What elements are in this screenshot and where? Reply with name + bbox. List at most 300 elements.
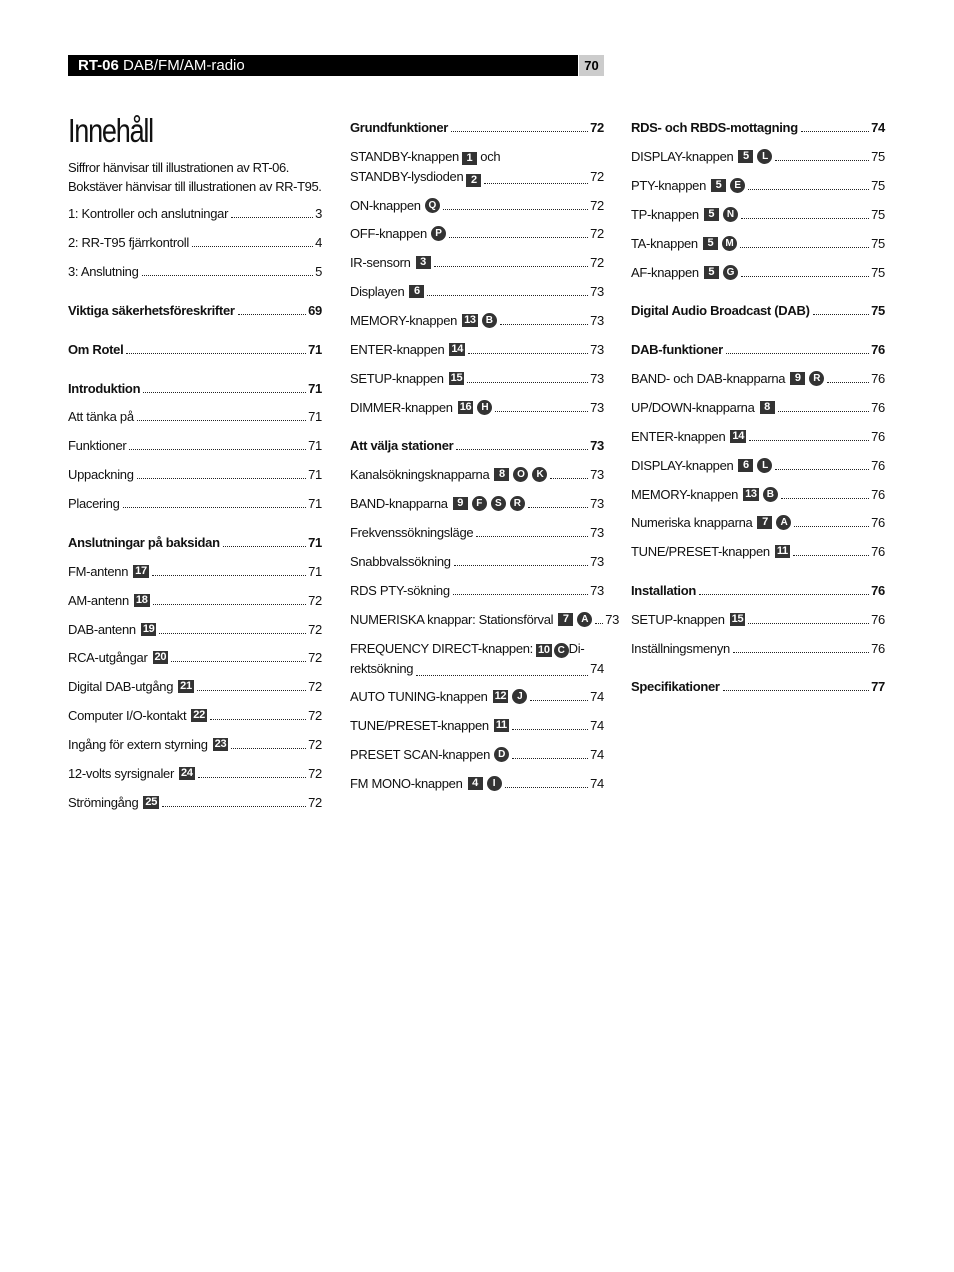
toc-entry[interactable] [350, 718, 604, 733]
letter-ref-icon: M [722, 236, 737, 251]
toc-entry[interactable] [350, 639, 604, 679]
toc-entry-label [631, 515, 791, 530]
leader-dots [793, 555, 869, 556]
toc-page-number: 69 [308, 303, 322, 318]
toc-entry[interactable] [631, 515, 885, 530]
toc-entry-label [631, 641, 730, 656]
toc-entry-text: ON-knappen [350, 198, 421, 213]
leader-dots [741, 218, 869, 219]
number-ref-icon: 10 [538, 644, 550, 656]
toc-entry-text: 12-volts syrsignaler [68, 766, 174, 781]
leader-dots [427, 295, 588, 296]
toc-entry-text: Digital Audio Broadcast (DAB) [631, 303, 810, 318]
toc-entry-line [350, 167, 604, 187]
toc-entry-text: Snabbvalssökning [350, 554, 451, 569]
toc-entry[interactable] [68, 467, 322, 482]
toc-entry-text: IR-sensorn [350, 255, 411, 270]
letter-ref-icon: K [532, 467, 547, 482]
toc-entry-text: NUMERISKA knappar: Stationsförval [350, 612, 554, 627]
toc-entry-text: BAND- och DAB-knapparna [631, 371, 786, 386]
toc-entry[interactable] [68, 303, 322, 318]
toc-entry-label [68, 409, 134, 424]
toc-page-number: 4 [315, 235, 322, 250]
toc-entry-label [68, 622, 156, 637]
leader-dots [530, 700, 588, 701]
toc-entry-text: 3: Anslutning [68, 264, 139, 279]
toc-entry[interactable] [350, 438, 604, 453]
toc-page-number: 76 [871, 544, 885, 559]
leader-dots [827, 382, 869, 383]
toc-entry-text: rektsökning [350, 661, 414, 676]
leader-dots [500, 324, 588, 325]
toc-entry-label [631, 371, 824, 386]
letter-ref-icon: B [763, 487, 778, 502]
number-ref-icon: 7 [558, 613, 573, 626]
letter-ref-icon: D [494, 747, 509, 762]
toc-page-number: 73 [605, 612, 620, 627]
toc-entry-text: TUNE/PRESET-knappen [350, 718, 489, 733]
toc-entry[interactable] [631, 371, 885, 386]
toc-entry-line [350, 639, 604, 659]
toc-page-number: 76 [871, 400, 885, 415]
toc-entry-text: BAND-knapparna [350, 496, 448, 511]
letter-ref-icon: N [723, 207, 738, 222]
number-ref-icon: 5 [738, 150, 753, 163]
leader-dots [449, 237, 588, 238]
toc-page-number: 76 [871, 458, 885, 473]
leader-dots [794, 526, 869, 527]
number-ref-icon: 5 [711, 179, 726, 192]
leader-dots [159, 633, 306, 634]
leader-dots [231, 748, 306, 749]
toc-entry[interactable] [68, 264, 322, 279]
toc-entry[interactable] [68, 766, 322, 781]
toc-entry[interactable] [68, 622, 322, 637]
toc-entry-label [350, 467, 547, 482]
toc-entry-text: AM-antenn [68, 593, 129, 608]
toc-entry-label [350, 120, 448, 135]
letter-ref-icon: F [472, 496, 487, 511]
toc-page-number: 72 [308, 650, 322, 665]
toc-entry-label [350, 400, 492, 415]
toc-page-number: 72 [308, 766, 322, 781]
toc-page-number: 75 [871, 207, 885, 222]
toc-entry-text: Di- [568, 641, 585, 656]
page-title: Innehåll [68, 112, 153, 149]
letter-ref-icon: G [723, 265, 738, 280]
toc-page-number: 71 [308, 535, 322, 550]
toc-page-number: 74 [590, 661, 604, 676]
toc-entry-label [68, 467, 134, 482]
toc-page-number: 73 [590, 554, 604, 569]
toc-page-number: 71 [308, 496, 322, 511]
toc-entry-label [631, 458, 772, 473]
toc-entry-label [631, 612, 745, 627]
toc-entry-text: ENTER-knappen [631, 429, 726, 444]
toc-entry[interactable] [631, 265, 885, 280]
toc-entry-label [350, 198, 440, 213]
leader-dots [723, 690, 869, 691]
leader-dots [495, 411, 588, 412]
toc-entry-text: STANDBY-knappen [350, 149, 459, 164]
toc-entry[interactable] [68, 409, 322, 424]
number-ref-icon: 4 [468, 777, 483, 790]
leader-dots [733, 652, 869, 653]
toc-entry-text: FM MONO-knappen [350, 776, 463, 791]
toc-entry[interactable] [631, 236, 885, 251]
toc-entry[interactable] [350, 612, 620, 627]
toc-entry[interactable] [350, 496, 604, 511]
toc-entry-text: och [476, 149, 501, 164]
toc-page-number: 74 [590, 689, 604, 704]
toc-entry[interactable] [631, 458, 885, 473]
number-ref-icon: 24 [181, 767, 193, 779]
toc-entry[interactable] [350, 198, 604, 213]
toc-entry-label [631, 207, 738, 222]
number-ref-icon: 2 [466, 174, 481, 187]
leader-dots [198, 777, 306, 778]
toc-page-number: 73 [590, 438, 604, 453]
toc-page-number: 76 [871, 641, 885, 656]
toc-entry[interactable] [350, 255, 604, 270]
leader-dots [153, 604, 307, 605]
toc-entry-text: DISPLAY-knappen [631, 149, 734, 164]
leader-dots [231, 217, 313, 218]
toc-page-number: 72 [308, 622, 322, 637]
toc-page-number: 5 [315, 264, 322, 279]
toc-entry[interactable] [350, 467, 604, 482]
toc-entry[interactable] [68, 235, 322, 250]
toc-entry-text: Displayen [350, 284, 405, 299]
leader-dots [456, 449, 588, 450]
toc-entry-text: FREQUENCY DIRECT-knappen: [350, 641, 533, 656]
toc-entry[interactable] [68, 438, 322, 453]
toc-entry-label [631, 178, 745, 193]
toc-entry-text: OFF-knappen [350, 226, 427, 241]
toc-page-number: 73 [590, 313, 604, 328]
toc-entry-text: RDS PTY-sökning [350, 583, 450, 598]
toc-entry-label [350, 525, 473, 540]
leader-dots [137, 478, 306, 479]
toc-entry-text: Viktiga säkerhetsföreskrifter [68, 303, 235, 318]
toc-entry[interactable] [350, 776, 604, 791]
toc-entry[interactable] [68, 342, 322, 357]
toc-entry-text: Om Rotel [68, 342, 124, 357]
toc-entry-label [631, 303, 810, 318]
toc-entry[interactable] [631, 207, 885, 222]
toc-entry-text: PRESET SCAN-knappen [350, 747, 491, 762]
toc-entry[interactable] [631, 120, 885, 135]
toc-page-number: 72 [308, 679, 322, 694]
leader-dots [775, 160, 869, 161]
toc-page-number: 76 [871, 487, 885, 502]
toc-entry[interactable] [350, 689, 604, 704]
toc-entry-label [350, 226, 446, 241]
leader-dots [197, 690, 306, 691]
toc-entry-text: STANDBY-lysdioden [350, 169, 464, 184]
toc-entry[interactable] [631, 178, 885, 193]
toc-entry-line [350, 147, 604, 167]
toc-page-number: 76 [871, 515, 885, 530]
toc-entry-label [631, 487, 778, 502]
leader-dots [142, 275, 314, 276]
toc-entry[interactable] [631, 612, 885, 627]
leader-dots [152, 575, 306, 576]
toc-page-number: 72 [590, 169, 604, 184]
letter-ref-icon: R [809, 371, 824, 386]
letter-ref-icon: J [512, 689, 527, 704]
toc-entry-text: Introduktion [68, 381, 141, 396]
leader-dots [741, 276, 869, 277]
leader-dots [748, 623, 869, 624]
leader-dots [801, 131, 869, 132]
toc-entry[interactable] [350, 747, 604, 762]
leader-dots [192, 246, 313, 247]
toc-page-number: 73 [590, 342, 604, 357]
toc-entry[interactable] [68, 593, 322, 608]
toc-entry-text: DISPLAY-knappen [631, 458, 734, 473]
toc-entry-label [350, 342, 465, 357]
toc-entry[interactable] [68, 708, 322, 723]
toc-page-number: 76 [871, 342, 885, 357]
toc-entry-label [631, 149, 772, 164]
number-ref-icon: 1 [462, 152, 477, 165]
leader-dots [512, 729, 588, 730]
toc-page-number: 75 [871, 178, 885, 193]
toc-entry-line [350, 659, 604, 679]
product-subtitle: DAB/FM/AM-radio [123, 57, 245, 74]
toc-page-number: 73 [590, 284, 604, 299]
toc-entry-text: Strömingång [68, 795, 139, 810]
toc-entry[interactable] [350, 342, 604, 357]
toc-entry-text: Installation [631, 583, 697, 598]
toc-page-number: 74 [871, 120, 885, 135]
leader-dots [238, 314, 306, 315]
toc-entry-label [631, 120, 798, 135]
toc-page-number: 72 [308, 795, 322, 810]
toc-entry[interactable] [68, 381, 322, 396]
number-ref-icon: 6 [738, 459, 753, 472]
toc-page-number: 76 [871, 371, 885, 386]
toc-entry-label [68, 206, 228, 221]
toc-entry-label [350, 496, 525, 511]
number-ref-icon: 8 [494, 468, 509, 481]
leader-dots [740, 247, 869, 248]
toc-entry[interactable] [631, 487, 885, 502]
letter-ref-icon: A [776, 515, 791, 530]
toc-entry-text: UP/DOWN-knapparna [631, 400, 755, 415]
leader-dots [453, 594, 588, 595]
toc-page-number: 75 [871, 236, 885, 251]
toc-page-number: 72 [590, 120, 604, 135]
toc-entry-label [68, 766, 195, 781]
toc-entry-text: AUTO TUNING-knappen [350, 689, 488, 704]
toc-entry[interactable] [350, 147, 604, 187]
toc-page-number: 76 [871, 583, 885, 598]
page-header [68, 55, 578, 76]
intro-line: Siffror hänvisar till illustrationen av RT-06. [68, 160, 290, 175]
toc-entry-text: MEMORY-knappen [350, 313, 458, 328]
toc-entry[interactable] [350, 554, 604, 569]
toc-entry[interactable] [631, 583, 885, 598]
number-ref-icon: 11 [776, 545, 788, 557]
number-ref-icon: 5 [704, 266, 719, 279]
letter-ref-icon: L [757, 149, 772, 164]
toc-entry[interactable] [68, 737, 322, 752]
number-ref-icon: 22 [193, 709, 205, 721]
toc-entry[interactable] [68, 496, 322, 511]
toc-page-number: 76 [871, 429, 885, 444]
toc-entry[interactable] [68, 679, 322, 694]
letter-ref-icon: P [431, 226, 446, 241]
toc-entry-label [68, 381, 140, 396]
toc-entry[interactable] [631, 429, 885, 444]
toc-entry[interactable] [350, 400, 604, 415]
letter-ref-icon: B [482, 313, 497, 328]
toc-entry-text: FM-antenn [68, 564, 129, 579]
leader-dots [467, 382, 588, 383]
toc-page-number: 71 [308, 467, 322, 482]
toc-entry[interactable] [68, 650, 322, 665]
toc-page-number: 74 [590, 718, 604, 733]
leader-dots [162, 806, 306, 807]
toc-entry[interactable] [68, 535, 322, 550]
leader-dots [726, 353, 869, 354]
toc-entry-text: Ingång för extern styrning [68, 737, 208, 752]
number-ref-icon: 19 [142, 623, 155, 635]
toc-entry-label [68, 737, 228, 752]
number-ref-icon: 17 [135, 565, 147, 577]
toc-entry[interactable] [68, 795, 322, 810]
toc-entry-label [350, 554, 451, 569]
letter-ref-icon: I [487, 776, 502, 791]
toc-entry[interactable] [68, 564, 322, 579]
toc-entry-label [350, 718, 509, 733]
toc-entry[interactable] [631, 303, 885, 318]
number-ref-icon: 15 [450, 372, 463, 384]
leader-dots [126, 353, 306, 354]
toc-entry[interactable] [350, 583, 604, 598]
leader-dots [781, 498, 869, 499]
toc-entry[interactable] [631, 342, 885, 357]
toc-entry-text: AF-knappen [631, 265, 699, 280]
toc-entry-text: SETUP-knappen [631, 612, 725, 627]
number-ref-icon: 13 [464, 314, 476, 326]
toc-entry-label [631, 236, 737, 251]
toc-page-number: 75 [871, 303, 885, 318]
number-ref-icon: 9 [790, 372, 805, 385]
leader-dots [454, 565, 588, 566]
leader-dots [749, 440, 869, 441]
leader-dots [137, 420, 306, 421]
toc-entry-label [350, 255, 431, 270]
leader-dots [550, 478, 588, 479]
toc-entry[interactable] [631, 400, 885, 415]
toc-page-number: 71 [308, 381, 322, 396]
toc-entry-text: Uppackning [68, 467, 134, 482]
toc-entry-label [631, 265, 738, 280]
number-ref-icon: 21 [180, 680, 192, 692]
toc-entry-text: DAB-funktioner [631, 342, 723, 357]
letter-ref-icon: H [477, 400, 492, 415]
toc-entry-label [68, 438, 126, 453]
toc-entry-text: Kanalsökningsknapparna [350, 467, 490, 482]
leader-dots [778, 411, 870, 412]
model-name: RT-06 [78, 57, 119, 74]
letter-ref-icon: L [757, 458, 772, 473]
leader-dots [129, 449, 306, 450]
toc-page-number: 3 [315, 206, 322, 221]
toc-entry-text: RCA-utgångar [68, 650, 148, 665]
toc-entry-label [631, 544, 790, 559]
leader-dots [484, 183, 588, 184]
toc-entry[interactable] [631, 641, 885, 656]
toc-entry-text: Anslutningar på baksidan [68, 535, 220, 550]
toc-page-number: 73 [590, 583, 604, 598]
toc-entry-label [68, 679, 194, 694]
toc-entry-label [68, 593, 150, 608]
toc-entry[interactable] [350, 226, 604, 241]
toc-entry-text: Att tänka på [68, 409, 134, 424]
letter-ref-icon: R [510, 496, 525, 511]
toc-entry[interactable] [350, 313, 604, 328]
toc-entry-label [68, 795, 159, 810]
number-ref-icon: 15 [731, 613, 744, 625]
leader-dots [775, 469, 869, 470]
leader-dots [143, 392, 306, 393]
number-ref-icon: 25 [145, 796, 158, 808]
toc-entry-label [350, 689, 527, 704]
number-ref-icon: 23 [214, 738, 227, 750]
leader-dots [699, 594, 869, 595]
toc-entry-text: DAB-antenn [68, 622, 136, 637]
leader-dots [123, 507, 307, 508]
leader-dots [210, 719, 306, 720]
toc-entry-label [631, 679, 720, 694]
toc-entry[interactable] [631, 679, 885, 694]
toc-entry-text: Funktioner [68, 438, 127, 453]
toc-entry[interactable] [631, 149, 885, 164]
toc-page-number: 73 [590, 467, 604, 482]
toc-entry[interactable] [350, 371, 604, 386]
leader-dots [528, 507, 588, 508]
leader-dots [443, 209, 588, 210]
toc-page-number: 74 [590, 776, 604, 791]
toc-page-number: 73 [590, 496, 604, 511]
leader-dots [512, 758, 588, 759]
toc-entry-label [350, 284, 424, 299]
number-ref-icon: 5 [703, 237, 718, 250]
toc-page-number: 72 [308, 593, 322, 608]
toc-entry-text: TUNE/PRESET-knappen [631, 544, 770, 559]
toc-entry[interactable] [68, 206, 322, 221]
toc-entry[interactable] [350, 525, 604, 540]
toc-entry[interactable] [631, 544, 885, 559]
toc-entry[interactable] [350, 284, 604, 299]
toc-page-number: 72 [590, 226, 604, 241]
toc-entry-text: Digital DAB-utgång [68, 679, 174, 694]
toc-entry-label [68, 650, 168, 665]
toc-entry-text: RDS- och RBDS-mottagning [631, 120, 798, 135]
toc-page-number: 72 [590, 198, 604, 213]
number-ref-icon: 3 [416, 256, 431, 269]
toc-entry-label [68, 496, 120, 511]
letter-ref-icon: E [730, 178, 745, 193]
toc-entry-text: TP-knappen [631, 207, 699, 222]
number-ref-icon: 8 [760, 401, 775, 414]
toc-entry-label [350, 776, 502, 791]
toc-entry[interactable] [350, 120, 604, 135]
